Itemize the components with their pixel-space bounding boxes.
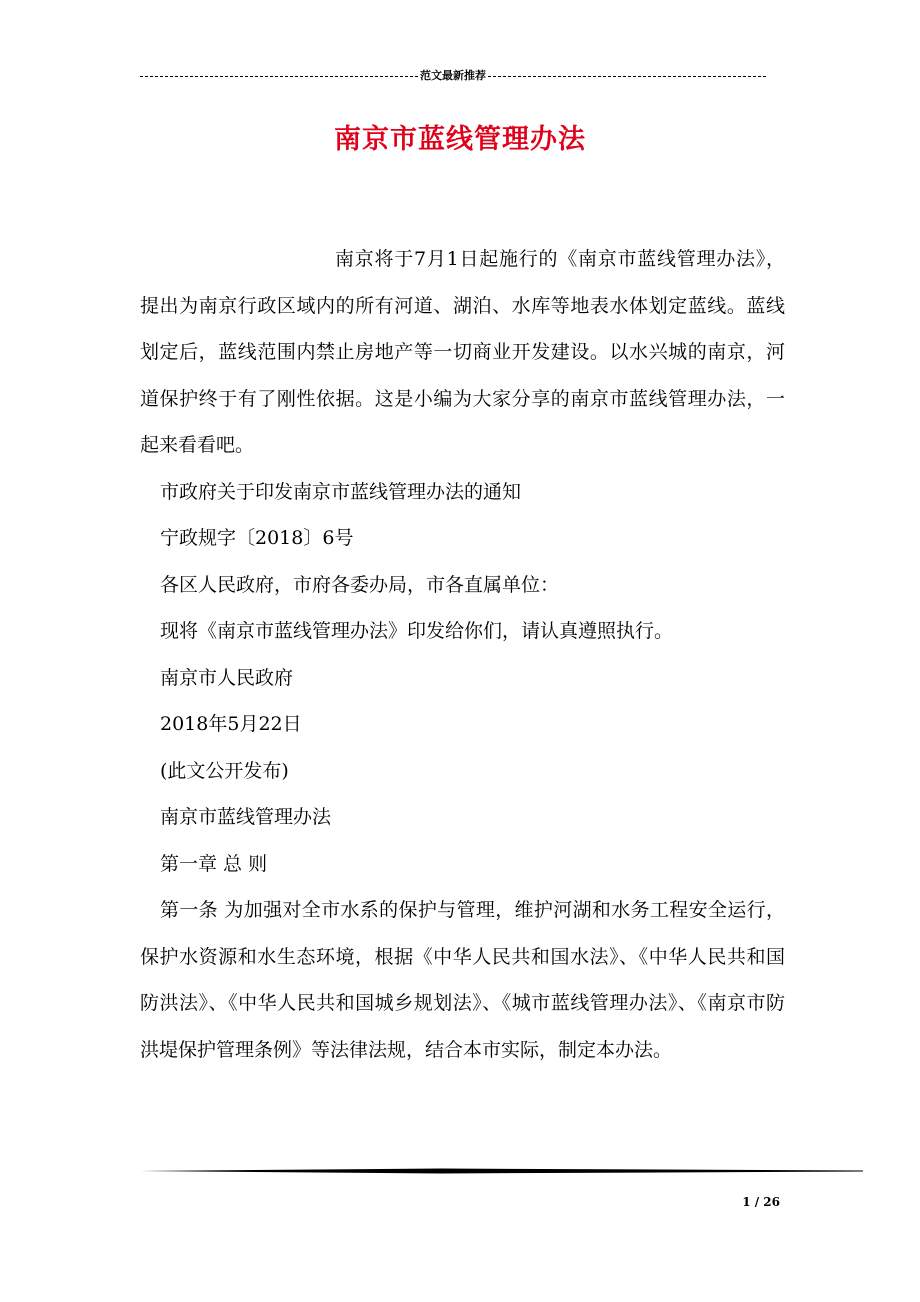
issue-date: 2018年5月22日 — [160, 713, 302, 735]
header-dash-right — [488, 76, 766, 77]
header-label: 范文最新推荐 — [420, 69, 486, 82]
article-one: 第一条 为加强对全市水系的保护与管理，维护河湖和水务工程安全运行，保护水资源和水生态环境，根据《中华人民共和国水法》、《中华人民共和国防洪法》、《中华人民共和国城乡规划法》、《城市蓝线管理办法》、《南京市防洪堤保护管理条例》等法律法规，结合本市实际，制定本办法。 — [140, 899, 785, 1061]
notice-body: 现将《南京市蓝线管理办法》印发给你们，请认真遵照执行。 — [160, 620, 674, 642]
header-dash-left — [140, 76, 418, 77]
document-number: 宁政规字〔2018〕6号 — [160, 527, 354, 549]
addressee: 各区人民政府，市府各委办局，市各直属单位： — [160, 573, 560, 596]
footer-rule — [140, 1166, 863, 1176]
chapter-heading: 第一章 总 则 — [160, 852, 268, 875]
page-header — [140, 66, 766, 86]
issuer: 南京市人民政府 — [160, 666, 294, 689]
regulation-title: 南京市蓝线管理办法 — [160, 806, 332, 828]
document-body — [140, 236, 785, 1073]
publication-note: (此文公开发布) — [160, 759, 289, 782]
document-title: 南京市蓝线管理办法 — [334, 124, 586, 155]
notice-title: 市政府关于印发南京市蓝线管理办法的通知 — [160, 480, 522, 503]
intro-paragraph: 南京将于7月1日起施行的《南京市蓝线管理办法》，提出为南京行政区域内的所有河道、湖泊、水库等地表水体划定蓝线。蓝线划定后，蓝线范围内禁止房地产等一切商业开发建设。以水兴城的南京，河道保护终于有了刚性依据。这是小编为大家分享的南京市蓝线管理办法，一起来看看吧。 — [140, 248, 785, 456]
page-number: 1 / 26 — [742, 1195, 780, 1209]
